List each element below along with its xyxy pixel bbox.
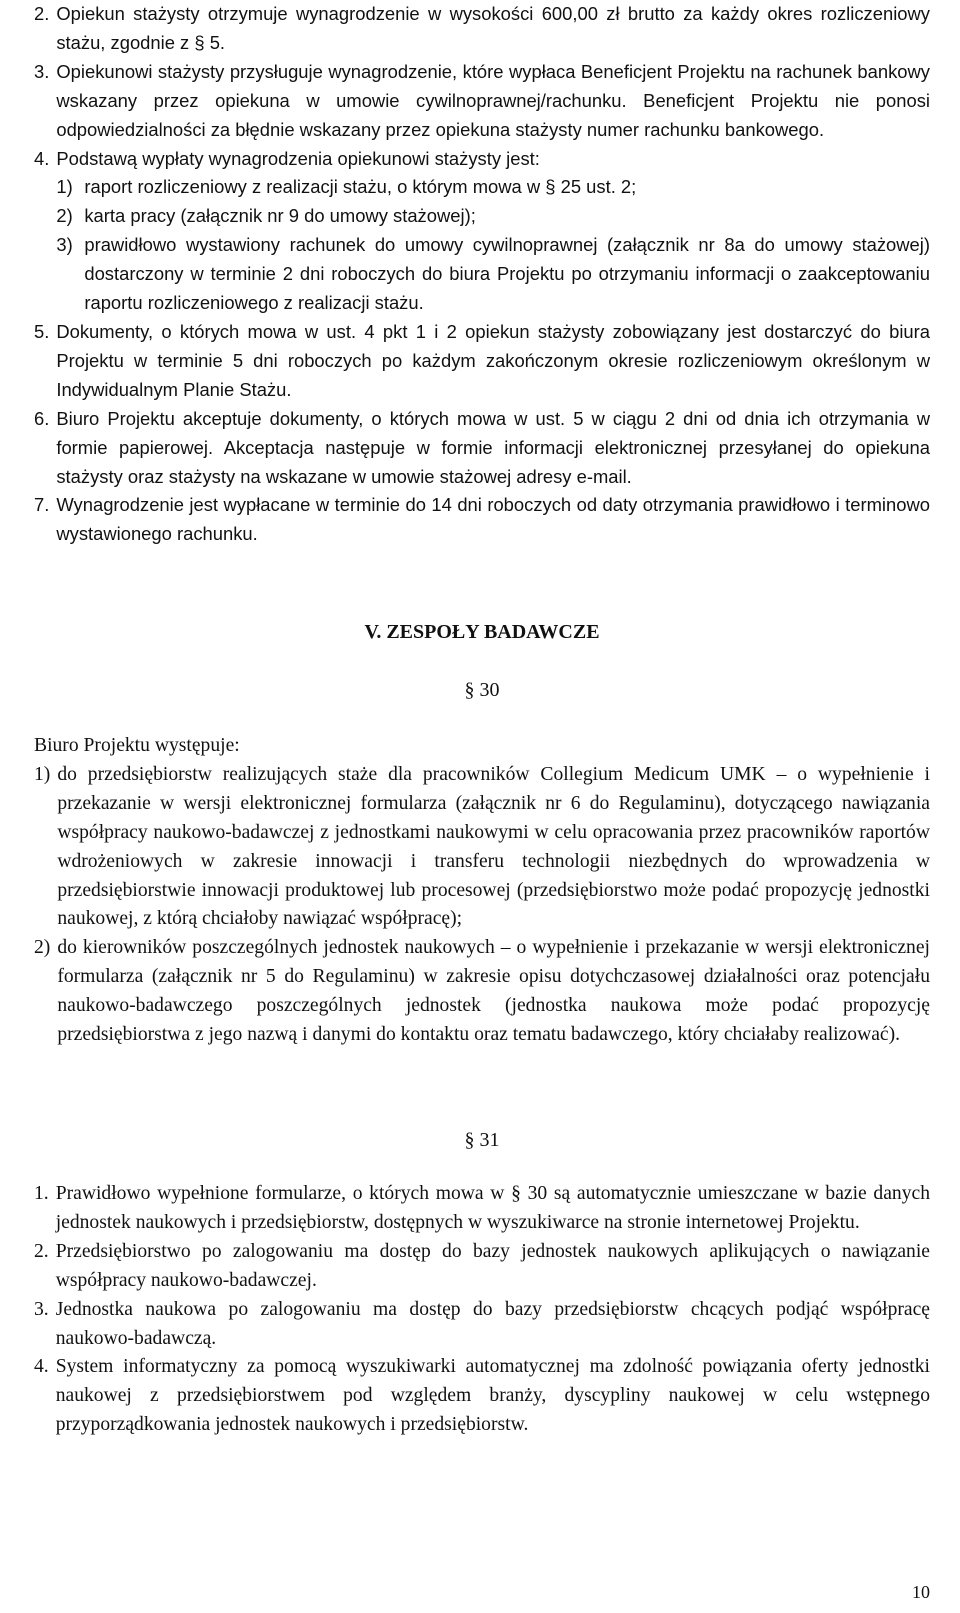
item-text: Prawidłowo wypełnione formularze, o których mowa w § 30 są automatycznie umieszczane w bazie danych jednostek naukowych i przedsiębiorstw, dostępnych w wyszukiwarce na stronie internetowej Projektu. bbox=[55, 1183, 930, 1233]
sub-item-text: prawidłowo wystawiony rachunek do umowy cywilnoprawnej (załącznik nr 8a do umowy stażowej) dostarczony w terminie 2 dni roboczych do biura Projektu po otrzymaniu informacji o zaakceptowaniu raportu rozliczeniowego z realizacji stażu. bbox=[84, 234, 930, 314]
item-text: System informatyczny za pomocą wyszukiwarki automatycznej ma zdolność powiązania oferty jednostki naukowej z przedsiębiorstwem pod względem branży, dyscypliny naukowej w celu wstępnego przyporządkowania jednostek naukowych i przedsiębiorstw. bbox=[55, 1356, 930, 1436]
item-text: Podstawą wypłaty wynagrodzenia opiekunowi stażysty jest: bbox=[56, 147, 540, 169]
item-number: 6. bbox=[34, 407, 50, 429]
item-text: Przedsiębiorstwo po zalogowaniu ma dostęp do bazy jednostek naukowych aplikujących o nawiązanie współpracy naukowo-badawczej. bbox=[55, 1240, 930, 1291]
list-item bbox=[34, 761, 930, 934]
item-number: 4. bbox=[34, 147, 50, 169]
paragraph-30-label: § 30 bbox=[464, 679, 500, 701]
list-item bbox=[34, 1353, 930, 1440]
sub-item bbox=[56, 173, 930, 202]
paragraph-31-label: § 31 bbox=[464, 1129, 500, 1151]
item-number: 2. bbox=[34, 1240, 49, 1262]
item-text: Jednostka naukowa po zalogowaniu ma dostęp do bazy przedsiębiorstw chcących podjąć współpracę naukowo-badawczą. bbox=[55, 1298, 930, 1349]
paragraph-31 bbox=[34, 1180, 930, 1440]
item-number: 2) bbox=[34, 937, 51, 959]
sub-item-number: 3) bbox=[56, 234, 73, 256]
item-text: do kierowników poszczególnych jednostek naukowych – o wypełnienie i przekazanie w wersji elektronicznej formularza (załącznik nr 5 do Regulaminu) w zakresie opisu dotychczasowej działalności oraz potencjału naukowo-badawczego poszczególnych jednostek (jednostka naukowa może podać propozycję przedsiębiorstwa z jego nazwą i danymi do kontaktu oraz tematu badawczego, który chciałaby realizować). bbox=[57, 937, 930, 1046]
item-number: 7. bbox=[34, 494, 50, 516]
list-item bbox=[34, 405, 930, 492]
list-item bbox=[34, 1238, 930, 1296]
item-content bbox=[56, 145, 930, 318]
item-text: Biuro Projektu akceptuje dokumenty, o których mowa w ust. 5 w ciągu 2 dni od dnia ich otrzymania w formie papierowej. Akceptacja następuje w formie informacji elektronicznej przesyłanej do opiekuna stażysty oraz stażysty na wskazane w umowie stażowej adresy e-mail. bbox=[56, 407, 930, 487]
sub-item bbox=[56, 231, 930, 318]
item-number: 3. bbox=[34, 60, 50, 82]
list-item bbox=[34, 145, 930, 318]
list-item bbox=[34, 318, 930, 405]
item-text: Wynagrodzenie jest wypłacane w terminie do 14 dni roboczych od daty otrzymania prawidłowo i terminowo wystawionego rachunku. bbox=[56, 494, 930, 545]
item-text: Dokumenty, o których mowa w ust. 4 pkt 1 i 2 opiekun stażysty zobowiązany jest dostarczyć do biura Projektu w terminie 5 dni roboczych po każdym zakończonym okresie rozliczeniowym określonym w Indywidualnym Planie Stażu. bbox=[56, 320, 930, 400]
remuneration-section bbox=[34, 0, 930, 549]
sub-item bbox=[56, 202, 930, 231]
sub-item-text: raport rozliczeniowy z realizacji stażu, o którym mowa w § 25 ust. 2; bbox=[84, 176, 637, 198]
chapter-heading: V. ZESPOŁY BADAWCZE bbox=[364, 621, 600, 643]
item-text: Opiekunowi stażysty przysługuje wynagrodzenie, które wypłaca Beneficjent Projektu na rachunek bankowy wskazany przez opiekuna w umowie cywilnoprawnej/rachunku. Beneficjent Projektu nie ponosi odpowiedzialności za błędnie wskazany przez opiekuna stażysty numer rachunku bankowego. bbox=[56, 60, 930, 140]
list-item bbox=[34, 934, 930, 1050]
item-number: 1. bbox=[34, 1183, 49, 1204]
item-number: 2. bbox=[34, 3, 50, 24]
sub-item-number: 1) bbox=[56, 176, 73, 198]
list-item bbox=[34, 491, 930, 549]
item-number: 1) bbox=[34, 763, 51, 785]
list-item bbox=[34, 58, 930, 145]
list-item bbox=[34, 1296, 930, 1354]
item-number: 3. bbox=[34, 1298, 49, 1320]
item-text: do przedsiębiorstw realizujących staże dla pracowników Collegium Medicum UMK – o wypełnienie i przekazanie w wersji elektronicznej formularza (załącznik nr 6 do Regulaminu), dotyczącego nawiązania współpracy naukowo-badawczej z jednostkami naukowymi w celu opracowania przez pracowników raportów wdrożeniowych w zakresie innowacji i transferu technologii niezbędnych do wprowadzenia w przedsiębiorstwie innowacji produktowej lub procesowej (przedsiębiorstwo może podać propozycję jednostki naukowej, z którą chciałoby nawiązać współpracę); bbox=[57, 763, 930, 930]
item-number: 5. bbox=[34, 320, 50, 342]
list-item bbox=[34, 1180, 930, 1238]
page-number: 10 bbox=[912, 1582, 930, 1602]
paragraph-30 bbox=[34, 732, 930, 1050]
list-item bbox=[34, 0, 930, 58]
item-number: 4. bbox=[34, 1356, 49, 1378]
sub-item-text: karta pracy (załącznik nr 9 do umowy stażowej); bbox=[84, 205, 476, 227]
paragraph-intro: Biuro Projektu występuje: bbox=[34, 735, 240, 756]
item-text: Opiekun stażysty otrzymuje wynagrodzenie w wysokości 600,00 zł brutto za każdy okres rozliczeniowy stażu, zgodnie z § 5. bbox=[56, 3, 930, 53]
sub-item-number: 2) bbox=[56, 205, 73, 227]
